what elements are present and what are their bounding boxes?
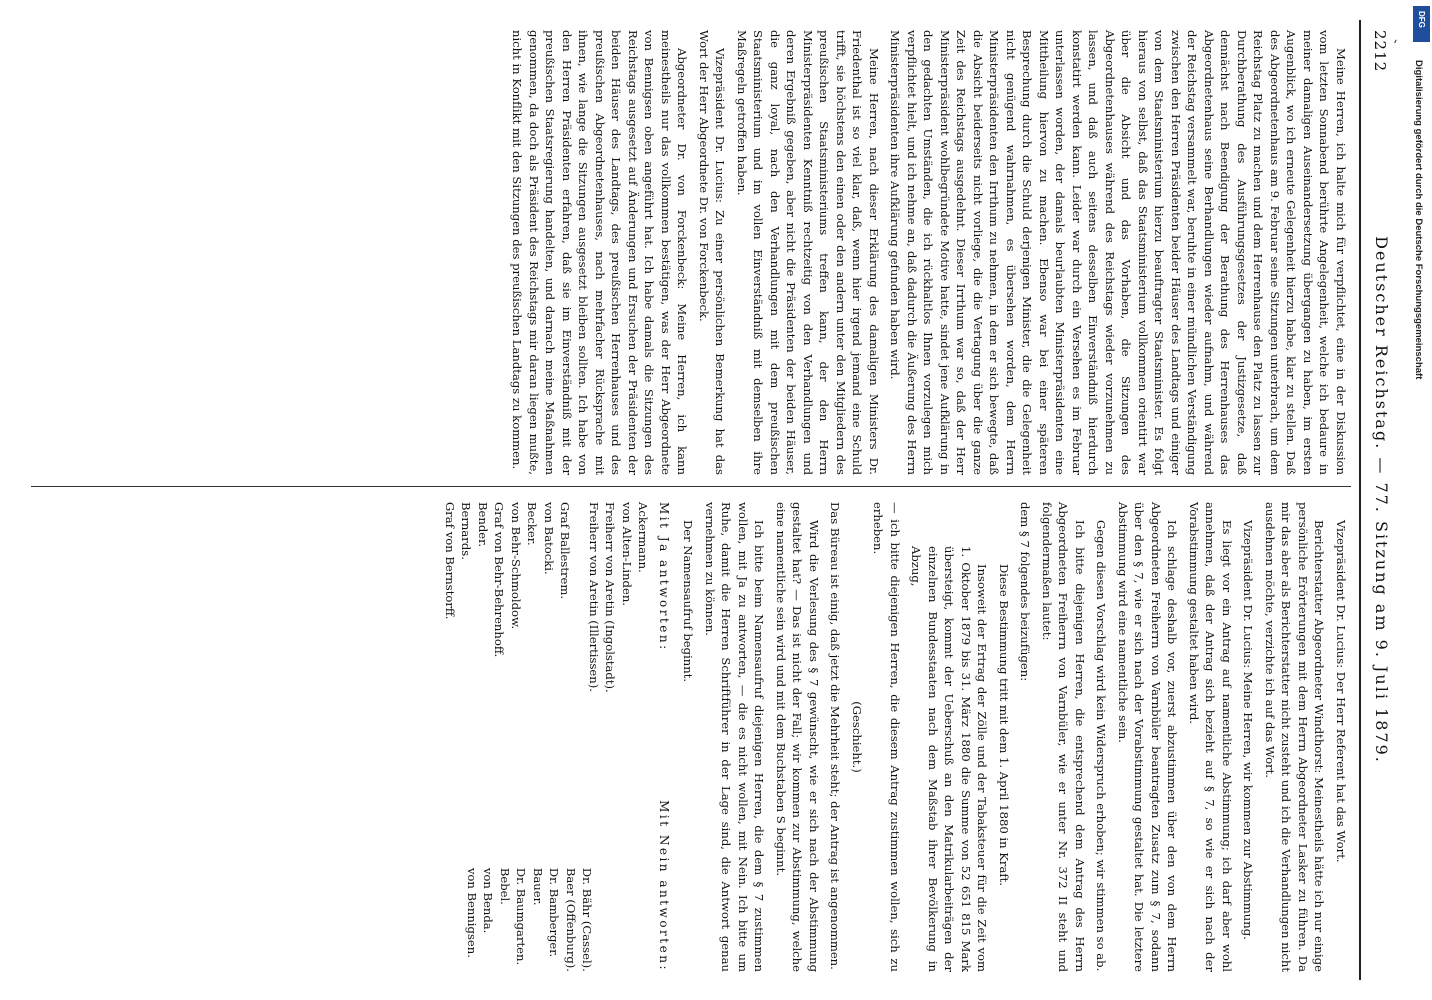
no-heading: Mit Nein antworten: bbox=[657, 800, 671, 972]
header-rule bbox=[1359, 20, 1361, 980]
no-name: Dr. Bamberger. bbox=[547, 867, 562, 958]
paragraph: Wird die Verlesung des § 7 gewünscht, wie er sich nach der Abstimmung gestaltet hat? — Das ist nicht der Fall; wir kommen zur Abstimmung, welche eine namentliche sein wird und mit dem Buchstaben S beginnt. bbox=[774, 502, 821, 972]
speaker-statement: Abgeordneter Dr. von Forckenbeck: Meine Herren, ich kann meinestheils nur das vollkommen bestätigen, was der Herr Abgeordnete von Bennigsen oben angeführt hat. Ich habe damals die Sitzungen des Reichstags ausgesetzt auf Änderungen und Ersuchen der Präsidenten der beiden Häuser des Landtags, des preußischen Herrenhauses und des preußischen Abgeordnetenhauses, nach mehrfacher Rücksprache mit ihnen, wie lange die Sitzungen ausgesetzt bleiben sollten. Ich habe von den Herren Präsidenten erfahren, daß sie im Einverständniß mit der preußischen Staatsregierung handelten, und darnach meine Maßnahmen genommen, da doch als Präsident des Reichstags mir daran liegen mußte, nicht in Konflikt mit den Sitzungen des preußischen Landtags zu kommen. bbox=[510, 30, 690, 475]
quoted-text: Insoweit der Ertrag der Zölle und der Tabaksteuer für die Zeit vom 1. Oktober 1879 bis 31. März 1880 die Summe von 52 651 815 Mark übersteigt, kommt der Ueberschuß an den Matrikularbeiträgen der einzelnen Bundesstaaten nach dem Maßstab ihrer Bevölkerung in Abzug, bbox=[909, 546, 990, 972]
no-name: Bauer. bbox=[531, 867, 545, 906]
column-divider bbox=[31, 486, 1351, 487]
paragraph: Gegen diesen Vorschlag wird kein Widerspruch erhoben; wir stimmen so ab. bbox=[1094, 520, 1109, 972]
no-name: Bebel. bbox=[498, 867, 512, 905]
yes-name: von Behr-Schmoldow. bbox=[509, 502, 523, 630]
paragraph: Ich bitte beim Namensaufruf diejenigen Herren, die dem § 7 zustimmen wollen, mit Ja zu antworten, — die es nicht wollen, mit Nein. Ich bitte um Ruhe, damit die Herren Schriftführer in der Lage sind, die Antwort genau vernehmen zu können. bbox=[703, 502, 767, 972]
paragraph: Ich schlage deshalb vor, zuerst abzustimmen über den von dem Herrn Abgeordneten Freiherrn von Varnbüler beantragten Zusatz zum § 7, sodann über den § 7, wie er sich nach der Vorabstimmung gestaltet hat. Die letztere Abstimmung wird eine namentliche sein. bbox=[1116, 502, 1180, 972]
rotated-page-content bbox=[25, 20, 1398, 980]
yes-name: Freiherr von Aretin (Illertissen). bbox=[587, 502, 601, 692]
page-number: 2212 bbox=[1371, 30, 1389, 73]
scan-mark: ʻ bbox=[1393, 38, 1398, 54]
no-name: Dr. Baumgarten. bbox=[514, 867, 529, 966]
vote-headings bbox=[656, 502, 673, 972]
yes-name: von Batocki. bbox=[542, 502, 556, 575]
yes-name: Ackermann. bbox=[636, 502, 651, 573]
left-column bbox=[504, 30, 1349, 475]
paragraph: Ich bitte diejenigen Herren, die entsprechend dem Antrag des Herrn Abgeordneten Freiherrn von Varnbüler, wie er unter Nr. 372 II steht und folgendermaßen lautet: bbox=[1040, 502, 1087, 972]
no-name: von Bennigsen. bbox=[465, 867, 479, 958]
paragraph: Es liegt vor ein Antrag auf namentliche Abstimmung; ich darf aber wohl annehmen, daß der Antrag sich bezieht auf § 7, so wie er sich nach der Vorabstimmung gestaltet haben wird. bbox=[1187, 502, 1234, 972]
quoted-text: Diese Bestimmung tritt mit dem 1. April 1880 in Kraft. bbox=[997, 564, 1011, 886]
no-name: Dr. Bähr (Cassel). bbox=[580, 867, 595, 972]
yes-names-column bbox=[442, 502, 652, 693]
paragraph: Vizepräsident Dr. Lucius: Meine Herren, wir kommen zur Abstimmung. bbox=[1241, 520, 1256, 940]
paragraph: Das Büreau ist einig, daß jetzt die Mehrheit steht; der Antrag ist angenommen. bbox=[828, 502, 843, 970]
yes-name: Graf von Behr-Behrenhoff. bbox=[492, 502, 507, 658]
yes-name: Becker. bbox=[525, 502, 540, 546]
paragraph: dem § 7 folgendes beizufügen: bbox=[1018, 502, 1033, 682]
right-column bbox=[442, 502, 1350, 972]
paragraph: — ich bitte diejenigen Herren, die diesem Antrag zustimmen wollen, sich zu erheben. bbox=[871, 502, 902, 972]
spacer bbox=[574, 502, 586, 693]
yes-name: Freiherr von Aretin (Ingolstadt). bbox=[603, 502, 618, 693]
yes-name: Graf Ballestrem. bbox=[558, 502, 573, 600]
paragraph: Meine Herren, nach dieser Erklärung des damaligen Ministers Dr. Friedenthal ist so viel klar, daß, wenn hier irgend jemand eine Schuld trifft, sie höchstens den einen oder den andern unter den Mitgliedern des preußischen Staatsministeriums treffen kann, der den Herrn Ministerpräsidenten Kenntniß rechtzeitig von den Verhandlungen und deren Ergebniß gegeben, aber nicht die Präsidenten der beiden Häuser, die ganz loyal, nach den Verhandlungen mit dem preußischen Staatsministerium und im vollen Einverständniß mit demselben ihre Maßregeln getroffen haben. bbox=[735, 30, 881, 475]
yes-name: Graf von Bernstorff. bbox=[443, 502, 457, 620]
paragraph: Meine Herren, ich halte mich für verpflichtet, eine in der Diskussion vom letzten Sonnabend berührte Angelegenheit, welche ich bedaure in meiner damaligen Auseinandersetzung übergangen zu haben, im ersten Augenblick, wo ich erneute Gelegenheit hierzu habe, klar zu stellen. Daß des Abgeordnetenhaus am 9. Februar seine Sitzungen unterbrach, um dem Reichstag Platz zu machen und dem Herrenhause den Platz zu lassen zur Durchberathung des Ausführungsgesetzes der Justizgesetze, daß dennächst nach Beendigung der Berathung des Herrenhauses das Abgeordnetenhaus seine Berhandlungen wieder aufnahm, und während der Reichstag versammelt war, beruhte in einer mündlichen Verständigung zwischen den Herren Präsidenten beider Häuser des Landtags und einiger von dem Staatsministerium hierzu beauftragter Staatsminister. Es folgt hieraus von selbst, daß das Staatsministerium vollkommen orientirt war über die Absicht und das Vorhaben, die Sitzungen des Abgeordnetenhauses während des Reichstags wieder vorzunehmen zu lassen, und daß auch seitens desselben Einverständniß hierdurch konstatirt werden kann. Leider war durch ein Versehen es im Februar unterlassen worden, der damals beurlaubten Ministerpräsidenten eine Mittheilung hiervon zu machen. Ebenso war bei einer späteren Besprechung durch die Schuld derjenigen Minister, die die Gelegenheit nicht genügend wahrnahmen, es übersehen worden, dem Herrn Ministerpräsidenten den Irrthum zu nehmen, in dem er sich bewegte, daß die Absicht beiderseits nicht vorliege, die die Vertagung über die ganze Zeit des Reichstags ausgedehnt. Dieser Irrthum war so, daß der Herr Ministerpräsident wohlbegründete Motive hatte, sindet jene Aufklärung in den gedachten Umständen, die ich rückhaltlos Ihnen vorzulegen mich verpflichtet hielt, und ich nehme an, daß dadurch die Äußerung des Herrn Ministerpräsidenten ihre Aufklärung gefunden haben wird. bbox=[888, 30, 1348, 475]
yes-name: Bender. bbox=[476, 502, 490, 548]
digitization-credit: Digitalisierung gefördert durch die Deutsche Forschungsgemeinschaft bbox=[1413, 60, 1424, 380]
yes-name: Bernards. bbox=[459, 502, 474, 560]
paragraph: Der Namensaufruf beginnt. bbox=[681, 520, 696, 683]
paragraph: Berichterstatter Abgeordneter Windthorst: Meinestheils hätte ich nur einige persönliche Erörterungen mit dem Herrn Abgeordneter Lasker zu führen. Da mir das aber als Berichterstatter nicht zusteht und ich die Verhandlungen nicht ausdehnen möchte, verzichte ich auf das Wort. bbox=[1263, 502, 1327, 972]
vote-name-lists bbox=[442, 502, 652, 972]
paragraph: Vizepräsident Dr. Lucius: Der Herr Referent hat das Wort. bbox=[1334, 520, 1348, 863]
no-name: Baer (Offenburg). bbox=[564, 867, 578, 972]
no-name: von Benda. bbox=[481, 867, 496, 934]
dfg-logo: DFG bbox=[1413, 6, 1430, 42]
running-title: Deutscher Reichstag. — 77. Sitzung am 9. Juli 1879. bbox=[1372, 236, 1391, 764]
page-header bbox=[1359, 20, 1398, 980]
yes-name: von Alten-Linden. bbox=[620, 502, 634, 606]
stage-direction: (Geschieht.) bbox=[850, 701, 864, 773]
speaker-intro: Vizepräsident Dr. Lucius: Zu einer persönlichen Bemerkung hat das Wort der Herr Abgeordnete Dr. von Forckenbeck. bbox=[697, 30, 728, 475]
yes-heading: Mit Ja antworten: bbox=[657, 502, 671, 652]
no-names-column bbox=[442, 868, 596, 972]
